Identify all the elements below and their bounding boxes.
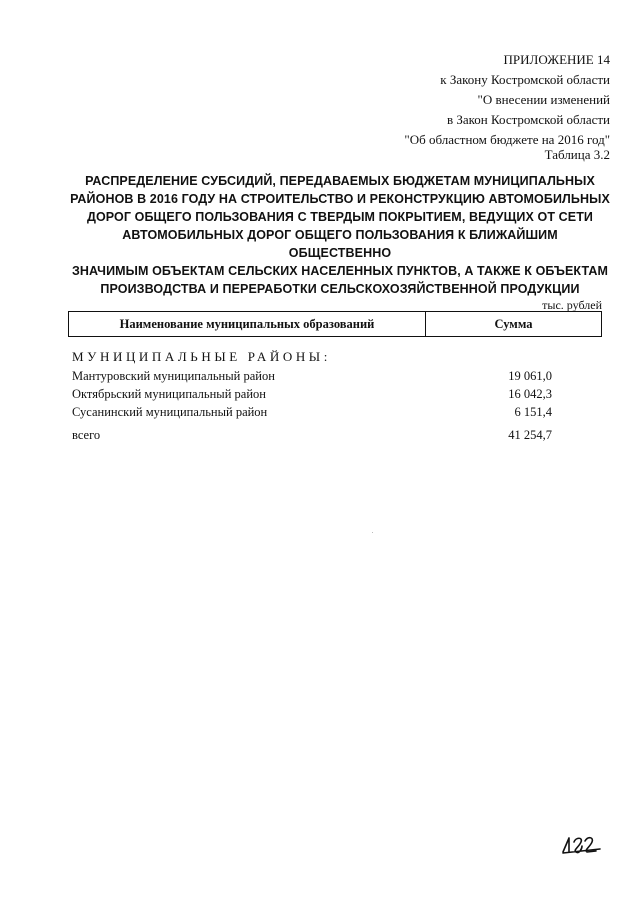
appendix-line-5: "Об областном бюджете на 2016 год" [404,132,610,147]
title-line-1: РАСПРЕДЕЛЕНИЕ СУБСИДИЙ, ПЕРЕДАВАЕМЫХ БЮДЖЕТАМ МУНИЦИПАЛЬНЫХ [85,174,595,188]
appendix-line-2: к Закону Костромской области [440,72,610,87]
table-row [72,403,552,421]
row-value: 19 061,0 [508,369,552,383]
appendix-header [404,50,610,150]
table-body [72,367,552,421]
title-line-2: РАЙОНОВ В 2016 ГОДУ НА СТРОИТЕЛЬСТВО И РЕКОНСТРУКЦИЮ АВТОМОБИЛЬНЫХ [70,192,610,206]
appendix-line-3: "О внесении изменений [477,92,610,107]
total-label: всего [72,428,101,442]
document-title [70,172,610,298]
table-row [72,367,552,385]
speck [372,532,373,533]
row-value: 6 151,4 [514,405,552,419]
row-name: Сусанинский муниципальный район [72,405,268,419]
handwritten-signature [560,832,608,856]
table-number-label: Таблица 3.2 [544,147,610,162]
section-heading: МУНИЦИПАЛЬНЫЕ РАЙОНЫ: [72,349,331,364]
header-name-column: Наименование муниципальных образований [69,312,426,336]
title-line-4: АВТОМОБИЛЬНЫХ ДОРОГ ОБЩЕГО ПОЛЬЗОВАНИЯ К БЛИЖАЙШИМ ОБЩЕСТВЕННО [122,228,558,260]
total-row [72,428,552,443]
table-header [68,311,602,337]
units-label: тыс. рублей [542,298,602,312]
title-line-5: ЗНАЧИМЫМ ОБЪЕКТАМ СЕЛЬСКИХ НАСЕЛЕННЫХ ПУНКТОВ, А ТАКЖЕ К ОБЪЕКТАМ [71,264,609,278]
appendix-line-1: ПРИЛОЖЕНИЕ 14 [503,52,610,67]
table-row [72,385,552,403]
row-name: Октябрьский муниципальный район [72,387,266,401]
header-sum-column: Сумма [494,316,533,331]
row-value: 16 042,3 [508,387,552,401]
title-line-6: ПРОИЗВОДСТВА И ПЕРЕРАБОТКИ СЕЛЬСКОХОЗЯЙСТВЕННОЙ ПРОДУКЦИИ [100,282,580,296]
row-name: Мантуровский муниципальный район [72,369,275,383]
title-line-3: ДОРОГ ОБЩЕГО ПОЛЬЗОВАНИЯ С ТВЕРДЫМ ПОКРЫТИЕМ, ВЕДУЩИХ ОТ СЕТИ [86,210,594,224]
total-value: 41 254,7 [508,428,552,442]
appendix-line-4: в Закон Костромской области [446,112,610,127]
